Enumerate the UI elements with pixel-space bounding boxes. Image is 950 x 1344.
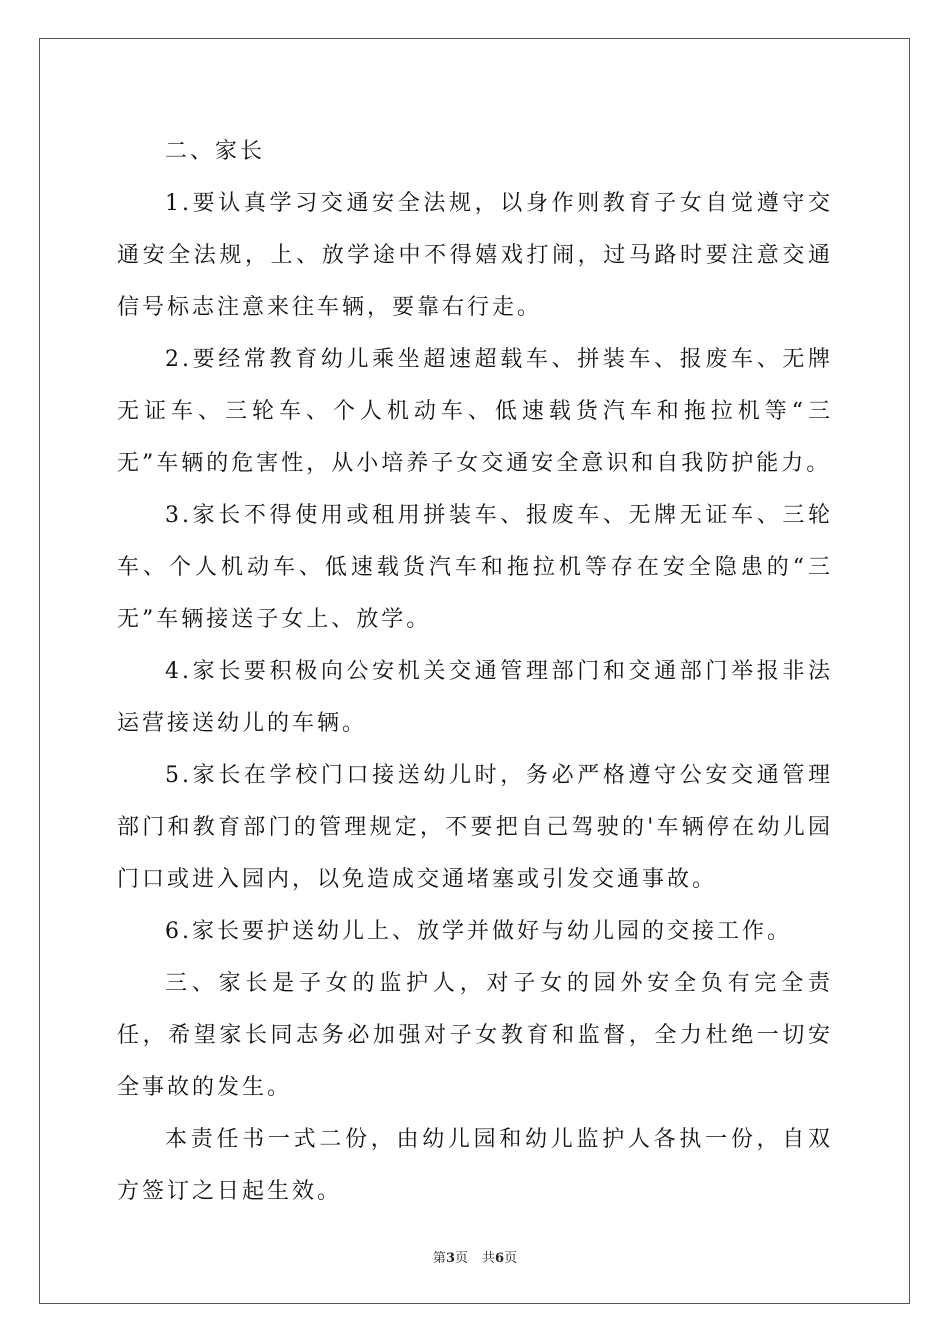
closing-paragraph: 本责任书一式二份，由幼儿园和幼儿监护人各执一份，自双方签订之日起生效。	[117, 1127, 833, 1204]
paragraph-item-6: 6.家长要护送幼儿上、放学并做好与幼儿园的交接工作。	[165, 919, 792, 944]
paragraph-item-5: 5.家长在学校门口接送幼儿时，务必严格遵守公安交通管理部门和教育部门的管理规定，不要把自己驾驶的'车辆停在幼儿园门口或进入园内，以免造成交通堵塞或引发交通事故。	[117, 763, 833, 892]
total-page-number: 6	[495, 1251, 505, 1266]
total-prefix: 共	[482, 1251, 496, 1266]
paragraph-item-2: 2.要经常教育幼儿乘坐超速超载车、拼装车、报废车、无牌无证车、三轮车、个人机动车、低速载货汽车和拖拉机等“三无”车辆的危害性，从小培养子女交通安全意识和自我防护能力。	[117, 347, 833, 476]
paragraph-item-1: 1.要认真学习交通安全法规，以身作则教育子女自觉遵守交通安全法规，上、放学途中不得嬉戏打闹，过马路时要注意交通信号标志注意来往车辆，要靠右行走。	[117, 191, 833, 320]
page-prefix: 第	[432, 1251, 446, 1266]
total-unit: 页	[504, 1251, 518, 1266]
paragraph-item-4: 4.家长要积极向公安机关交通管理部门和交通部门举报非法运营接送幼儿的车辆。	[117, 659, 833, 736]
paragraph-item-3: 3.家长不得使用或租用拼装车、报废车、无牌无证车、三轮车、个人机动车、低速载货汽车和拖拉机等存在安全隐患的“三无”车辆接送子女上、放学。	[117, 503, 833, 632]
current-page-number: 3	[445, 1251, 455, 1266]
page-unit: 页	[454, 1251, 468, 1266]
document-body	[117, 126, 833, 1218]
page-footer	[0, 1247, 950, 1266]
section-three-paragraph: 三、家长是子女的监护人，对子女的园外安全负有完全责任，希望家长同志务必加强对子女教育和监督，全力杜绝一切安全事故的发生。	[117, 971, 833, 1100]
section-heading-parents: 二、家长	[165, 139, 266, 164]
